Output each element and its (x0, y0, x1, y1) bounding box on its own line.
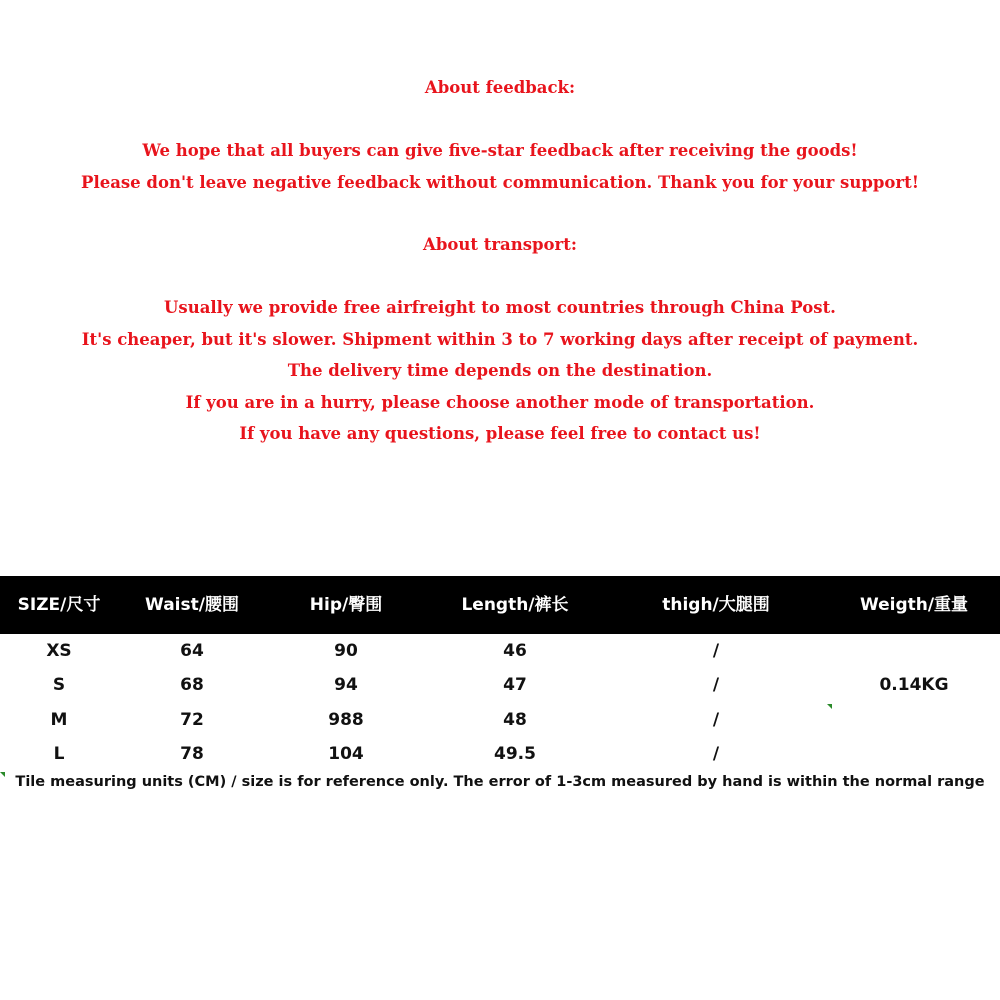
feedback-title: About feedback: (424, 78, 576, 97)
cell-size: XS (46, 641, 72, 661)
cell-length: 49.5 (494, 744, 536, 764)
cell-waist: 64 (180, 641, 204, 661)
cell-waist: 72 (180, 710, 204, 730)
cell-hip: 90 (334, 641, 358, 661)
header-thigh: thigh/大腿围 (662, 595, 770, 615)
header-length: Length/裤长 (461, 595, 569, 615)
transport-line-1: Usually we provide free airfreight to most countries through China Post. (164, 298, 836, 317)
cell-thigh: / (712, 710, 720, 730)
cell-hip: 104 (328, 744, 364, 764)
size-chart-header (0, 576, 1000, 634)
transport-line-5: If you have any questions, please feel free to contact us! (239, 424, 761, 443)
cell-thigh: / (712, 675, 720, 695)
cell-thigh: / (712, 641, 720, 661)
decorative-mark (827, 704, 832, 709)
transport-title: About transport: (423, 235, 577, 254)
transport-line-4: If you are in a hurry, please choose another mode of transportation. (185, 393, 815, 412)
feedback-line-1: We hope that all buyers can give five-star feedback after receiving the goods! (142, 141, 858, 160)
feedback-line-2: Please don't leave negative feedback without communication. Thank you for your support! (81, 173, 919, 192)
header-size: SIZE/尺寸 (17, 595, 101, 615)
transport-line-2: It's cheaper, but it's slower. Shipment within 3 to 7 working days after receipt of payment. (81, 330, 919, 349)
measurement-footnote: Tile measuring units (CM) / size is for reference only. The error of 1-3cm measured by hand is within the normal range (15, 774, 985, 790)
cell-waist: 78 (180, 744, 204, 764)
header-weight: Weigth/重量 (859, 595, 969, 615)
cell-length: 48 (503, 710, 527, 730)
cell-length: 46 (503, 641, 527, 661)
cell-weight: 0.14KG (879, 675, 949, 695)
cell-hip: 988 (328, 710, 364, 730)
transport-line-3: The delivery time depends on the destination. (287, 361, 713, 380)
cell-length: 47 (503, 675, 527, 695)
header-waist: Waist/腰围 (145, 595, 239, 615)
cell-hip: 94 (334, 675, 358, 695)
cell-size: S (52, 675, 66, 695)
cell-waist: 68 (180, 675, 204, 695)
cell-size: M (50, 710, 68, 730)
cell-size: L (53, 744, 65, 764)
header-hip: Hip/臀围 (309, 595, 383, 615)
cell-thigh: / (712, 744, 720, 764)
